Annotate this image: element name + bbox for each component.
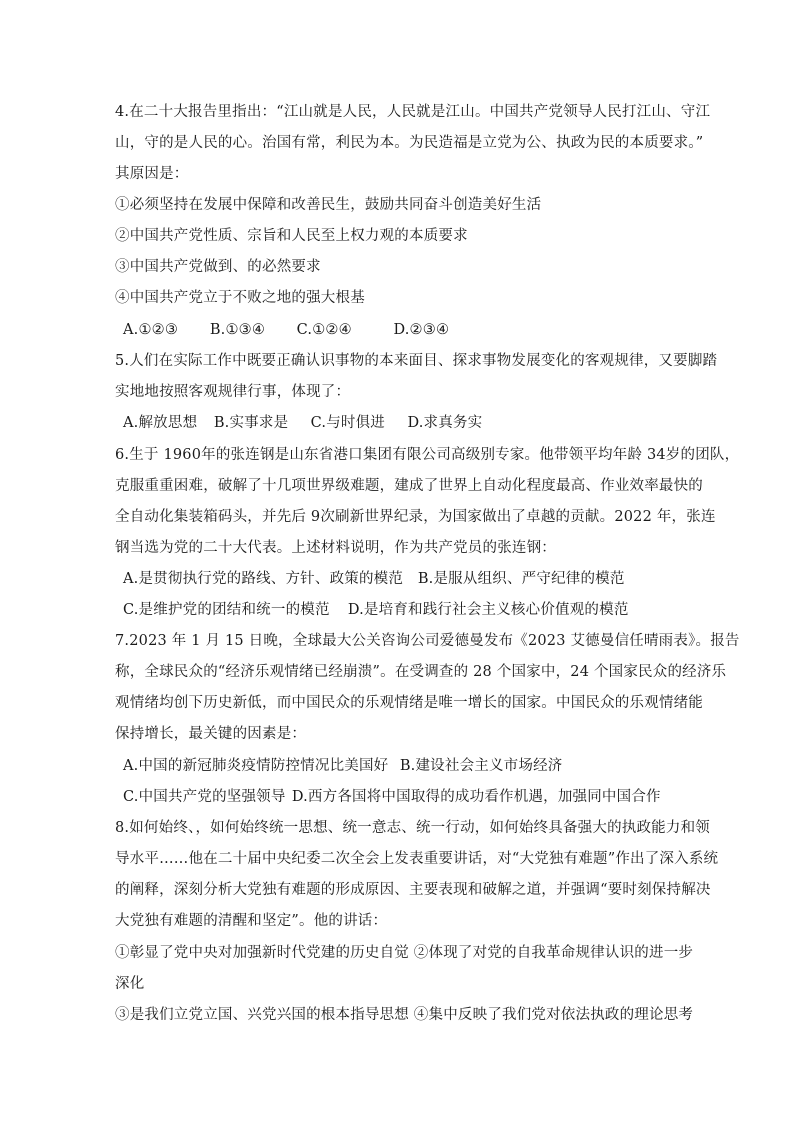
q6-option-b: B.是服从组织、严守纪律的模范	[417, 571, 625, 587]
q8-items-line-3: ③是我们立党立国、兴党兴国的根本指导思想 ④集中反映了我们党对依法执政的理论思考	[115, 1007, 694, 1023]
q4-stem-line-2: 山，守的是人民的心。治国有常，利民为本。为民造福是立党为公、执政为民的本质要求。”	[115, 135, 704, 151]
q4-item-1: ①必须坚持在发展中保障和改善民生，鼓励共同奋斗创造美好生活	[115, 197, 542, 213]
q5-stem-line-2: 实地地按照客观规律行事，体现了：	[115, 384, 351, 400]
q7-stem-line-4: 保持增长，最关键的因素是：	[115, 726, 307, 742]
q4-item-3: ③中国共产党做到、的必然要求	[115, 259, 321, 275]
q7-stem-line-2: 称，全球民众的“经济乐观情绪已经崩溃”。在受调查的 28 个国家中，24 个国家民众的经济乐	[115, 664, 727, 680]
q4-option-d: D.②③④	[393, 322, 450, 338]
q8-items-line-1: ①彰显了党中央对加强新时代党建的历史自觉 ②体现了对党的自我革命规律认识的进一步	[115, 945, 694, 961]
q7-options-row-2	[123, 787, 661, 807]
q4-item-2: ②中国共产党性质、宗旨和人民至上权力观的本质要求	[115, 228, 468, 244]
q6-options-row-1	[123, 569, 625, 589]
q7-option-a: A.中国的新冠肺炎疫情防控情况比美国好	[123, 758, 389, 774]
q5-option-b: B.实事求是	[213, 415, 289, 431]
q6-stem-line-4: 钢当选为党的二十大代表。上述材料说明，作为共产党员的张连钢：	[115, 540, 556, 556]
q4-option-c: C.①②④	[296, 322, 352, 338]
q7-option-c: C.中国共产党的坚强领导	[123, 789, 286, 805]
q6-option-a: A.是贯彻执行党的路线、方针、政策的模范	[123, 571, 404, 587]
q8-stem-line-2: 导水平……他在二十届中央纪委二次全会上发表重要讲话，对“大党独有难题”作出了深入系统	[115, 851, 719, 867]
q4-stem-line-1: 4.在二十大报告里指出：“江山就是人民，人民就是江山。中国共产党领导人民打江山、守江	[115, 104, 711, 120]
q6-stem-line-3: 全自动化集装箱码头，并先后 9次刷新世界纪录，为国家做出了卓越的贡献。2022 年，张连	[115, 509, 716, 525]
q5-option-c: C.与时俱进	[310, 415, 386, 431]
q5-option-a: A.解放思想	[123, 415, 198, 431]
q6-options-row-2	[123, 600, 629, 620]
q8-stem-line-4: 大党独有难题的清醒和坚定”。他的讲话：	[115, 913, 388, 929]
q6-stem-line-2: 克服重重困难，破解了十几项世界级难题，建成了世界上自动化程度最高、作业效率最快的	[115, 478, 703, 494]
q8-items-line-2: 深化	[115, 976, 145, 992]
q4-item-4: ④中国共产党立于不败之地的强大根基	[115, 290, 365, 306]
q8-stem-line-1: 8.如何始终、，如何始终统一思想、统一意志、统一行动，如何始终具备强大的执政能力和领	[115, 820, 710, 836]
q8-stem-line-3: 的阐释，深刻分析大党独有难题的形成原因、主要表现和破解之道，并强调“要时刻保持解决	[115, 882, 711, 898]
q7-options-row-1	[123, 756, 562, 776]
q5-stem-line-1: 5.人们在实际工作中既要正确认识事物的本来面目、探求事物发展变化的客观规律，又要脚踏	[115, 353, 718, 369]
q6-option-c: C.是维护党的团结和统一的模范	[123, 602, 330, 618]
q4-option-b: B.①③④	[209, 322, 266, 338]
q6-option-d: D.是培育和践行社会主义核心价值观的模范	[347, 602, 629, 618]
q4-stem-line-3: 其原因是：	[115, 166, 189, 182]
q7-stem-line-1: 7.2023 年 1 月 15 日晚，全球最大公关咨询公司爱德曼发布《2023 艾德曼信任晴雨表》。报告	[115, 633, 740, 649]
q5-options	[123, 413, 482, 433]
q5-option-d: D.求真务实	[407, 415, 483, 431]
q7-stem-line-3: 观情绪均创下历史新低，而中国民众的乐观情绪是唯一增长的国家。中国民众的乐观情绪能	[115, 695, 703, 711]
q4-options	[123, 320, 449, 340]
q6-stem-line-1: 6.生于 1960年的张连钢是山东省港口集团有限公司高级别专家。他带领平均年龄 34岁的团队，	[115, 447, 740, 463]
q4-option-a: A.①②③	[123, 322, 179, 338]
q7-option-d: D.西方各国将中国取得的成功看作机遇，加强同中国合作	[291, 789, 661, 805]
q7-option-b: B.建设社会主义市场经济	[399, 758, 563, 774]
